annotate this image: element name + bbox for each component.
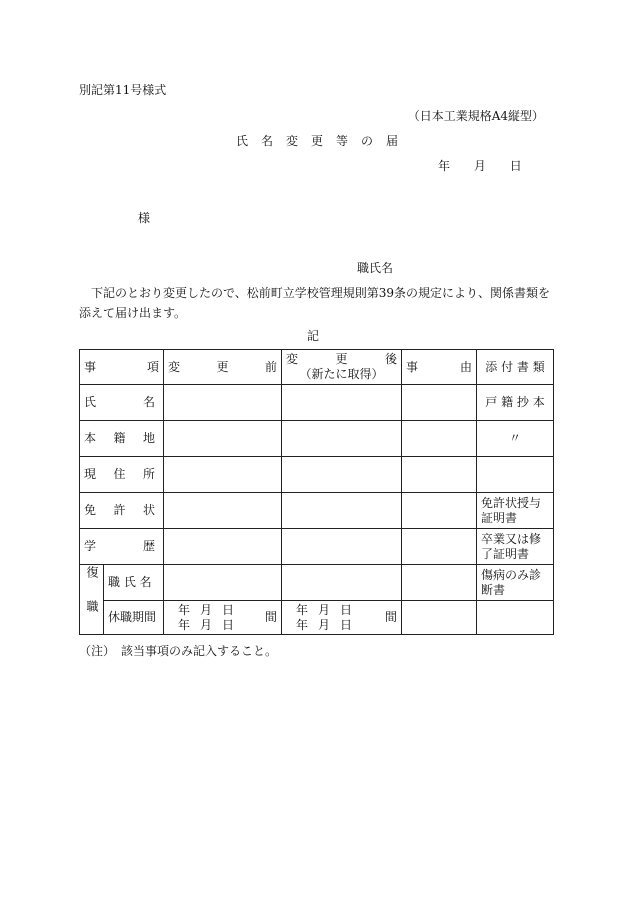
row-domicile-label: 本 籍 地 [80, 421, 164, 457]
row-reinstatement-position [80, 565, 554, 601]
row-reinstatement-leave [80, 601, 554, 635]
header-row [80, 350, 554, 385]
header-before: 変 更 前 [164, 350, 282, 385]
period-span-before: 間 [264, 610, 277, 624]
form-number: 別記第11号様式 [79, 83, 167, 97]
row-domicile [80, 421, 554, 457]
date-day: 日 [509, 159, 522, 173]
row-education-before[interactable] [164, 529, 282, 565]
row-address-label: 現 住 所 [80, 457, 164, 493]
document-title: 氏名変更等の届 [236, 134, 412, 148]
header-after-sub: （新たに取得） [299, 367, 384, 381]
reinstatement-leave-label: 休職期間 [104, 601, 164, 635]
reinstatement-group-label: 復職 [80, 565, 104, 635]
row-address-before[interactable] [164, 457, 282, 493]
change-form-table [79, 349, 554, 635]
row-address-after[interactable] [282, 457, 402, 493]
reinstatement-doc: 傷病のみ診断書 [477, 565, 554, 601]
row-license-before[interactable] [164, 493, 282, 529]
row-name-reason[interactable] [402, 385, 477, 421]
header-item: 事 項 [80, 350, 164, 385]
leave-period-reason[interactable] [402, 601, 477, 635]
date-month: 月 [473, 159, 486, 173]
row-name [80, 385, 554, 421]
paper-size-note: （日本工業規格A4縦型） [407, 109, 544, 123]
row-license [80, 493, 554, 529]
row-education [80, 529, 554, 565]
row-name-doc: 戸 籍 抄 本 [477, 385, 554, 421]
row-education-label: 学 歴 [80, 529, 164, 565]
row-license-label: 免 許 状 [80, 493, 164, 529]
leave-period-after[interactable]: 年 月 日 年 月 日 間 [282, 601, 402, 635]
row-name-after[interactable] [282, 385, 402, 421]
applicant-label: 職氏名 [357, 261, 394, 275]
leave-period-before[interactable]: 年 月 日 年 月 日 間 [164, 601, 282, 635]
row-name-before[interactable] [164, 385, 282, 421]
header-after: 変 更 後 （新たに取得） [282, 350, 402, 385]
row-address-reason[interactable] [402, 457, 477, 493]
row-address [80, 457, 554, 493]
addressee-suffix: 様 [138, 211, 151, 225]
reinstatement-position-reason[interactable] [402, 565, 477, 601]
ki-heading: 記 [307, 329, 320, 343]
row-license-after[interactable] [282, 493, 402, 529]
row-domicile-after[interactable] [282, 421, 402, 457]
header-reason: 事 由 [402, 350, 477, 385]
row-domicile-before[interactable] [164, 421, 282, 457]
row-domicile-doc: 〃 [477, 421, 554, 457]
footnote: （注） 該当事項のみ記入すること。 [79, 644, 278, 658]
reinstatement-position-label: 職 氏 名 [104, 565, 164, 601]
row-education-doc: 卒業又は修了証明書 [477, 529, 554, 565]
row-education-after[interactable] [282, 529, 402, 565]
header-documents: 添 付 書 類 [477, 350, 554, 385]
period-span-after: 間 [384, 610, 397, 624]
row-license-reason[interactable] [402, 493, 477, 529]
date-year: 年 [438, 159, 451, 173]
row-license-doc: 免許状授与証明書 [477, 493, 554, 529]
row-education-reason[interactable] [402, 529, 477, 565]
row-domicile-reason[interactable] [402, 421, 477, 457]
reinstatement-position-after[interactable] [282, 565, 402, 601]
leave-period-doc [477, 601, 554, 635]
row-address-doc [477, 457, 554, 493]
row-name-label: 氏 名 [80, 385, 164, 421]
reinstatement-position-before[interactable] [164, 565, 282, 601]
date-line [438, 157, 542, 174]
body-text: 下記のとおり変更したので、松前町立学校管理規則第39条の規定により、関係書類を添えて届け出ます。 [79, 286, 551, 320]
